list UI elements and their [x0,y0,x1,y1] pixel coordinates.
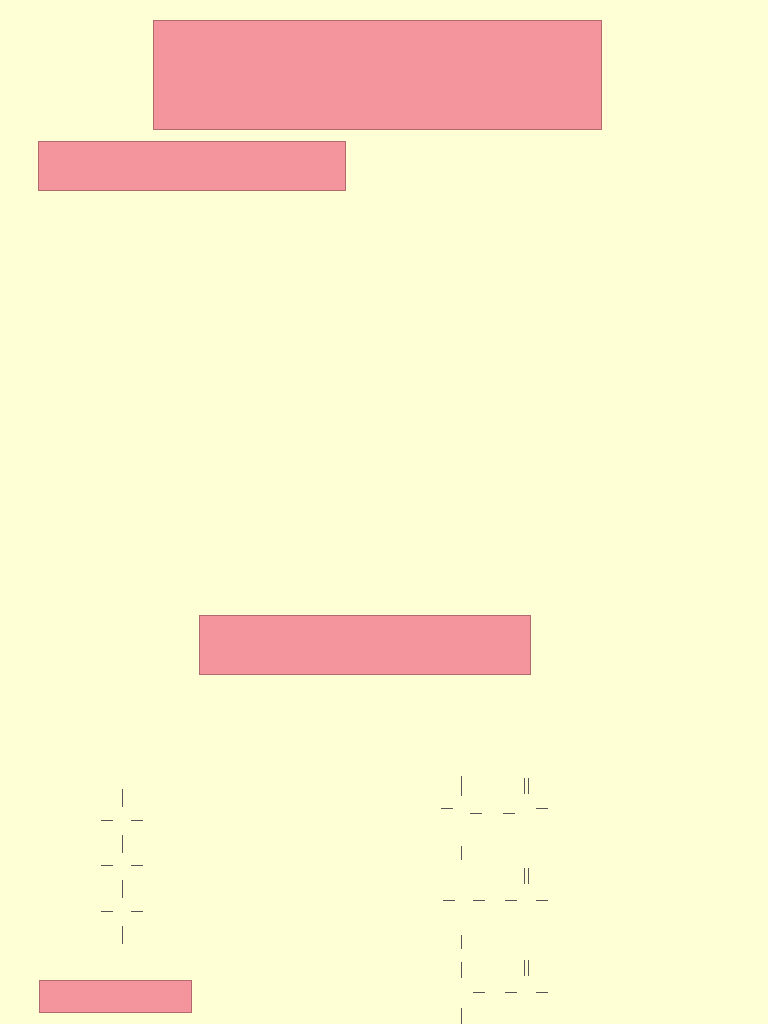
bond [131,865,143,866]
bond [122,789,123,807]
bond [461,935,462,949]
bond [505,992,517,993]
double-bond [524,868,529,884]
bond [443,900,455,901]
bond [473,900,485,901]
bond [122,835,123,853]
bond [461,1008,462,1024]
bond [101,911,113,912]
bond [122,880,123,898]
bond [473,992,485,993]
bond [470,813,482,814]
bond [461,962,462,978]
double-bond [524,778,529,794]
bond [101,820,113,821]
bond [131,911,143,912]
bond [503,813,515,814]
glicerol-label [39,980,192,1013]
bond [536,900,548,901]
slide-title [153,20,602,130]
fundamento-heading [38,141,346,191]
bond [536,808,548,809]
composicion-heading [199,615,531,675]
bond [505,900,517,901]
bond [441,808,453,809]
bond [461,846,462,860]
bond [131,820,143,821]
bond [536,992,548,993]
bond [461,776,462,796]
double-bond [524,960,529,976]
bond [101,865,113,866]
bond [122,926,123,944]
